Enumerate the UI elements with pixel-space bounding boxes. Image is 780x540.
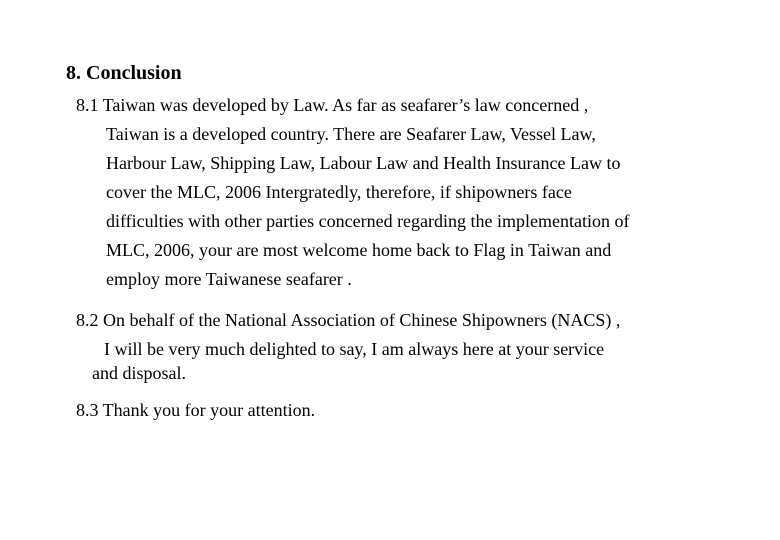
section-8-2-line-1: 8.2 On behalf of the National Association of Chinese Shipowners (NACS) ,: [76, 310, 621, 330]
section-8-1-line-3: Harbour Law, Shipping Law, Labour Law and Health Insurance Law to: [106, 153, 621, 173]
section-8-1-line-2: Taiwan is a developed country. There are Seafarer Law, Vessel Law,: [106, 124, 596, 144]
section-8-2-line-2: I will be very much delighted to say, I am always here at your service: [104, 339, 605, 359]
section-8-3-line-1: 8.3 Thank you for your attention.: [76, 400, 316, 420]
section-8-1-line-4: cover the MLC, 2006 Intergratedly, therefore, if shipowners face: [106, 182, 572, 202]
section-8-2-line-3: and disposal.: [92, 363, 186, 383]
section-8-1-line-5: difficulties with other parties concerned regarding the implementation of: [106, 211, 630, 231]
section-8-1-line-7: employ more Taiwanese seafarer .: [106, 269, 352, 289]
section-8-1-line-1: 8.1 Taiwan was developed by Law. As far as seafarer’s law concerned ,: [76, 95, 589, 115]
conclusion-heading: 8. Conclusion: [66, 62, 182, 84]
section-8-1-line-6: MLC, 2006, your are most welcome home back to Flag in Taiwan and: [106, 240, 612, 260]
